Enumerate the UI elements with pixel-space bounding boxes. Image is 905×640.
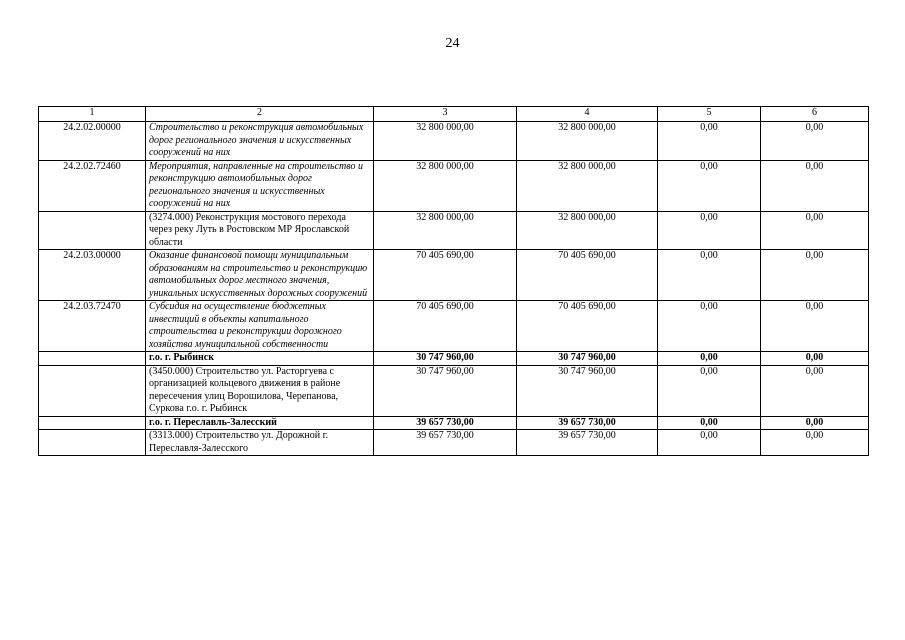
row-col4-value: 39 657 730,00 — [517, 416, 658, 430]
row-col6-value: 0,00 — [761, 250, 869, 301]
column-header: 3 — [374, 107, 517, 122]
row-col5-value: 0,00 — [658, 301, 761, 352]
row-col4-value: 70 405 690,00 — [517, 250, 658, 301]
row-name: Строительство и реконструкция автомобильных дорог регионального значения и искусственных сооружений на них — [146, 122, 374, 161]
row-col6-value: 0,00 — [761, 160, 869, 211]
row-col4-value: 32 800 000,00 — [517, 160, 658, 211]
row-col4-value: 39 657 730,00 — [517, 430, 658, 456]
table-row — [39, 301, 869, 352]
row-col6-value: 0,00 — [761, 211, 869, 250]
row-col5-value: 0,00 — [658, 352, 761, 366]
subtotal-row — [39, 416, 869, 430]
row-col6-value: 0,00 — [761, 352, 869, 366]
row-name: Мероприятия, направленные на строительство и реконструкцию автомобильных дорог регионального значения и искусственных сооружений на них — [146, 160, 374, 211]
row-code — [39, 365, 146, 416]
row-col5-value: 0,00 — [658, 250, 761, 301]
row-col4-value: 70 405 690,00 — [517, 301, 658, 352]
row-code: 24.2.03.72470 — [39, 301, 146, 352]
row-col5-value: 0,00 — [658, 211, 761, 250]
row-col3-value: 30 747 960,00 — [374, 352, 517, 366]
row-col5-value: 0,00 — [658, 416, 761, 430]
column-header: 2 — [146, 107, 374, 122]
row-col3-value: 32 800 000,00 — [374, 211, 517, 250]
column-header: 1 — [39, 107, 146, 122]
row-col6-value: 0,00 — [761, 301, 869, 352]
row-col6-value: 0,00 — [761, 365, 869, 416]
row-code: 24.2.02.72460 — [39, 160, 146, 211]
row-col6-value: 0,00 — [761, 430, 869, 456]
row-code — [39, 416, 146, 430]
row-name: (3450.000) Строительство ул. Расторгуева с организацией кольцевого движения в районе пересечения улиц Ворошилова, Черепанова, Суркова г.о. г. Рыбинск — [146, 365, 374, 416]
row-col4-value: 32 800 000,00 — [517, 122, 658, 161]
table-row — [39, 365, 869, 416]
column-header: 4 — [517, 107, 658, 122]
page-number: 24 — [445, 36, 460, 51]
row-code — [39, 430, 146, 456]
table-row — [39, 211, 869, 250]
row-name: г.о. г. Рыбинск — [146, 352, 374, 366]
row-col6-value: 0,00 — [761, 416, 869, 430]
row-col3-value: 32 800 000,00 — [374, 160, 517, 211]
row-code: 24.2.03.00000 — [39, 250, 146, 301]
column-header: 5 — [658, 107, 761, 122]
row-col4-value: 32 800 000,00 — [517, 211, 658, 250]
table-row — [39, 122, 869, 161]
row-col6-value: 0,00 — [761, 122, 869, 161]
row-col3-value: 32 800 000,00 — [374, 122, 517, 161]
table-row — [39, 430, 869, 456]
subtotal-row — [39, 352, 869, 366]
row-name: (3274.000) Реконструкция мостового перехода через реку Луть в Ростовском МР Ярославской области — [146, 211, 374, 250]
row-col4-value: 30 747 960,00 — [517, 365, 658, 416]
row-name: (3313.000) Строительство ул. Дорожной г. Переславля-Залесского — [146, 430, 374, 456]
header-row — [39, 107, 869, 122]
table-row — [39, 250, 869, 301]
row-col3-value: 30 747 960,00 — [374, 365, 517, 416]
row-col5-value: 0,00 — [658, 122, 761, 161]
row-name: г.о. г. Переславль-Залесский — [146, 416, 374, 430]
row-col5-value: 0,00 — [658, 365, 761, 416]
row-col3-value: 39 657 730,00 — [374, 430, 517, 456]
row-code: 24.2.02.00000 — [39, 122, 146, 161]
budget-table — [38, 106, 869, 456]
table-row — [39, 160, 869, 211]
row-code — [39, 352, 146, 366]
row-col5-value: 0,00 — [658, 160, 761, 211]
row-col4-value: 30 747 960,00 — [517, 352, 658, 366]
row-code — [39, 211, 146, 250]
row-col3-value: 70 405 690,00 — [374, 250, 517, 301]
row-col3-value: 39 657 730,00 — [374, 416, 517, 430]
row-col5-value: 0,00 — [658, 430, 761, 456]
column-header: 6 — [761, 107, 869, 122]
row-name: Субсидия на осуществление бюджетных инвестиций в объекты капитального строительства и реконструкции дорожного хозяйства муниципальной собственности — [146, 301, 374, 352]
row-name: Оказание финансовой помощи муниципальным образованиям на строительство и реконструкцию автомобильных дорог местного значения, уникальных искусственных дорожных сооружений — [146, 250, 374, 301]
row-col3-value: 70 405 690,00 — [374, 301, 517, 352]
